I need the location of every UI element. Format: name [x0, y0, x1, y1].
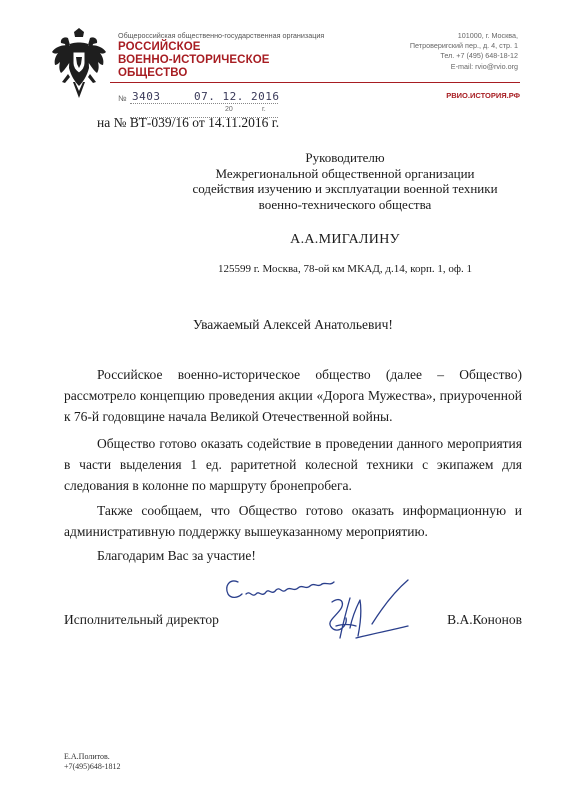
- executor-phone: +7(495)648-1812: [64, 762, 121, 771]
- year-placeholder: 20: [225, 106, 233, 113]
- year-suffix: г.: [262, 106, 266, 113]
- paragraph-text: Благодарим Вас за участие!: [97, 548, 256, 563]
- salutation: Уважаемый Алексей Анатольевич!: [193, 317, 393, 332]
- org-name-line: ОБЩЕСТВО: [118, 67, 188, 79]
- org-name-line: РОССИЙСКОЕ: [118, 41, 201, 53]
- letterhead-divider: [110, 82, 520, 83]
- signatory-name: В.А.Кононов: [447, 612, 522, 627]
- paragraph-text: Российское военно-историческое общество (далее – Общество) рассмотрело концепцию проведения акции «Дорога Мужества», приуроченной к 76-й годовщине начала Великой Отечественной войны.: [64, 367, 522, 425]
- addressee-name: А.А.МИГАЛИНУ: [290, 232, 400, 247]
- double-headed-eagle-emblem: [50, 28, 108, 104]
- registration-number-label: №: [118, 94, 127, 103]
- org-contacts: [410, 31, 518, 72]
- addressee-line: содействия изучению и эксплуатации военной техники: [192, 181, 498, 196]
- letter-paragraph: [64, 500, 522, 542]
- contact-line: 101000, г. Москва,: [457, 31, 518, 40]
- registration-date: 07. 12. 2016: [194, 90, 280, 103]
- org-name: [118, 41, 270, 80]
- addressee-line: Межрегиональной общественной организации: [215, 165, 475, 181]
- registration-number: 3403: [132, 90, 161, 103]
- registration-line: [130, 103, 278, 104]
- contact-line: Петроверигский пер., д. 4, стр. 1: [409, 41, 518, 51]
- executor-name: Е.А.Политов.: [64, 752, 110, 761]
- contact-line: Тел. +7 (495) 648-18-12: [440, 51, 518, 61]
- paragraph-text: Также сообщаем, что Общество готово оказать информационную и административную поддержку вышеуказанному мероприятию.: [64, 503, 522, 540]
- letter-paragraph: [64, 364, 522, 428]
- letter-paragraph: [64, 545, 522, 566]
- reference-line: на № ВТ-039/16 от 14.11.2016 г.: [97, 115, 280, 130]
- contact-line: E-mail: rvio@rvio.org: [450, 61, 518, 71]
- handwritten-signature: [222, 568, 432, 664]
- org-name-line: ВОЕННО-ИСТОРИЧЕСКОЕ: [118, 54, 270, 66]
- addressee-postal-address: 125599 г. Москва, 78-ой км МКАД, д.14, корп. 1, оф. 1: [217, 263, 473, 275]
- addressee-block: [180, 150, 510, 212]
- org-website: РВИО.ИСТОРИЯ.РФ: [446, 91, 520, 100]
- addressee-line: Руководителю: [305, 150, 385, 165]
- signatory-position: Исполнительный директор: [64, 612, 219, 627]
- paragraph-text: Общество готово оказать содействие в проведении данного мероприятия в части выделения 1 ед. раритетной колесной техники с экипажем для следования в колонне по маршруту бронепробега.: [64, 436, 522, 494]
- executor-block: [64, 752, 121, 772]
- addressee-line: военно-технического общества: [258, 196, 432, 212]
- org-subtitle: Общероссийская общественно-государственная организация: [118, 31, 325, 40]
- letter-paragraph: [64, 433, 522, 497]
